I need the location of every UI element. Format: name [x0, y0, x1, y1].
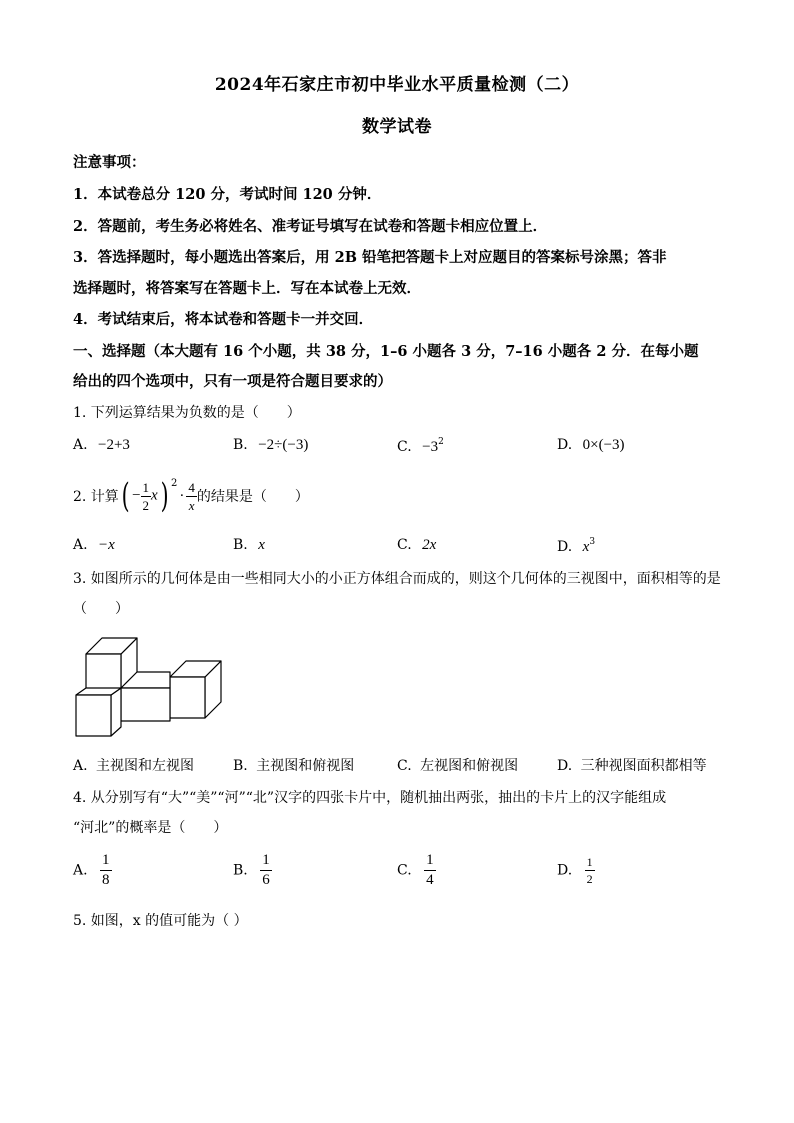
note-3-line1: 3．答选择题时，每小题选出答案后，用 2B 铅笔把答题卡上对应题目的答案标号涂黑；答非 [73, 249, 667, 266]
note-1: 1．本试卷总分 120 分，考试时间 120 分钟． [73, 186, 382, 203]
option-label: D. [557, 758, 573, 774]
fraction-numerator: 1 [424, 853, 436, 871]
q3-option-c [397, 755, 518, 775]
fraction-numerator: 1 [260, 853, 272, 871]
notes-heading: 注意事项： [73, 154, 146, 171]
section-1-heading-line1: 一、选择题（本大题有 16 个小题，共 38 分，1–6 小题各 3 分，7–16 小题各 2 分．在每小题 [73, 343, 699, 360]
q3-option-a [73, 755, 194, 775]
section-1-heading-line2: 给出的四个选项中，只有一项是符合题目要求的） [73, 373, 392, 390]
option-label: D. [557, 862, 573, 879]
q1-option-d [557, 437, 625, 454]
option-value: 主视图和俯视图 [256, 758, 355, 774]
option-label: C. [397, 439, 412, 455]
option-value: −2+3 [98, 437, 130, 453]
option-label: B. [233, 862, 248, 879]
q1-option-c [397, 437, 444, 456]
minus-sign: − [132, 487, 141, 504]
fraction [424, 853, 436, 888]
cube-front-front-face [76, 695, 111, 736]
fraction [585, 856, 595, 885]
option-label: C. [397, 862, 412, 879]
note-4: 4．考试结束后，将本试卷和答题卡一并交回． [73, 311, 374, 328]
option-value: 0×(−3) [582, 437, 625, 453]
page-title: 2024年石家庄市初中毕业水平质量检测（二） [214, 75, 580, 95]
multiply-dot: · [179, 487, 185, 504]
q4-option-b [233, 853, 272, 888]
q4-option-d [557, 856, 595, 885]
q2-option-b [233, 537, 265, 554]
option-value: 三种视图面积都相等 [580, 758, 707, 774]
question-4-stem-line2: “河北”的概率是（ ） [73, 820, 228, 836]
fraction-denominator: 4 [426, 872, 434, 888]
fraction-numerator: 1 [100, 853, 112, 871]
right-paren: ) [160, 476, 169, 516]
q3-option-b [233, 755, 354, 775]
option-value: 左视图和俯视图 [420, 758, 519, 774]
cube-solid-figure [70, 630, 230, 742]
fraction-numerator: 4 [188, 479, 195, 495]
question-3-paren: （ ） [73, 601, 129, 617]
question-4-stem-line1: 4. 从分别写有“大”“美”“河”“北”汉字的四张卡片中，随机抽出两张，抽出的卡片上的汉字能组成 [73, 790, 667, 806]
cube-right-front-face [170, 677, 205, 718]
option-value: 主视图和左视图 [96, 758, 195, 774]
option-label: A. [73, 537, 88, 553]
fraction-denominator: 2 [586, 872, 593, 886]
q4-option-a [73, 853, 112, 888]
question-1-stem: 1. 下列运算结果为负数的是（ ） [73, 405, 301, 421]
q3-option-d [557, 755, 707, 775]
q2-option-d [557, 537, 595, 556]
option-label: B. [233, 758, 248, 774]
option-label: A. [73, 437, 88, 453]
option-label: D. [557, 437, 573, 453]
fraction-numerator: 1 [586, 855, 593, 869]
option-value: x [258, 537, 265, 553]
fraction-denominator: 8 [102, 872, 110, 888]
fraction-denominator: 2 [142, 497, 150, 513]
q2-suffix: 的结果是（ ） [196, 489, 309, 505]
exponent: 2 [170, 478, 178, 489]
option-value: 2x [422, 537, 437, 553]
exponent: 3 [589, 537, 596, 547]
option-label: D. [557, 539, 573, 555]
option-label: C. [397, 758, 412, 774]
cube-middle-front-face [121, 688, 170, 721]
question-2-stem [73, 476, 309, 516]
exponent: 2 [438, 437, 444, 447]
option-value: −x [98, 537, 115, 553]
option-value: x [582, 539, 590, 555]
q2-option-a [73, 537, 115, 554]
q4-option-c [397, 853, 436, 888]
option-value: −2÷(−3) [258, 437, 309, 453]
fraction-half [141, 481, 152, 512]
page-subtitle: 数学试卷 [362, 117, 432, 137]
q2-prefix: 2. 计算 [73, 489, 119, 505]
fraction-numerator: 1 [142, 479, 150, 495]
note-2: 2．答题前，考生务必将姓名、准考证号填写在试卷和答题卡相应位置上． [73, 218, 548, 235]
cube-front-right-face [111, 688, 121, 736]
option-label: C. [397, 537, 412, 553]
variable-x: x [151, 487, 158, 504]
fraction-denominator: x [188, 497, 195, 513]
question-5-stem: 5. 如图，x 的值可能为（ ） [73, 913, 248, 929]
option-label: A. [73, 758, 88, 774]
fraction [100, 853, 112, 888]
left-paren: ( [121, 476, 130, 516]
question-3-stem: 3. 如图所示的几何体是由一些相同大小的小正方体组合而成的，则这个几何体的三视图中，面积相等的是 [73, 571, 721, 587]
fraction-denominator: 6 [262, 872, 270, 888]
q1-option-a [73, 437, 130, 454]
option-value: −3 [422, 439, 439, 455]
option-label: B. [233, 537, 248, 553]
fraction-4-over-x [186, 481, 197, 512]
option-label: A. [73, 862, 88, 879]
option-label: B. [233, 437, 248, 453]
q2-option-c [397, 537, 436, 554]
note-3-line2: 选择题时，将答案写在答题卡上．写在本试卷上无效． [73, 280, 421, 297]
fraction [260, 853, 272, 888]
q1-option-b [233, 437, 308, 454]
